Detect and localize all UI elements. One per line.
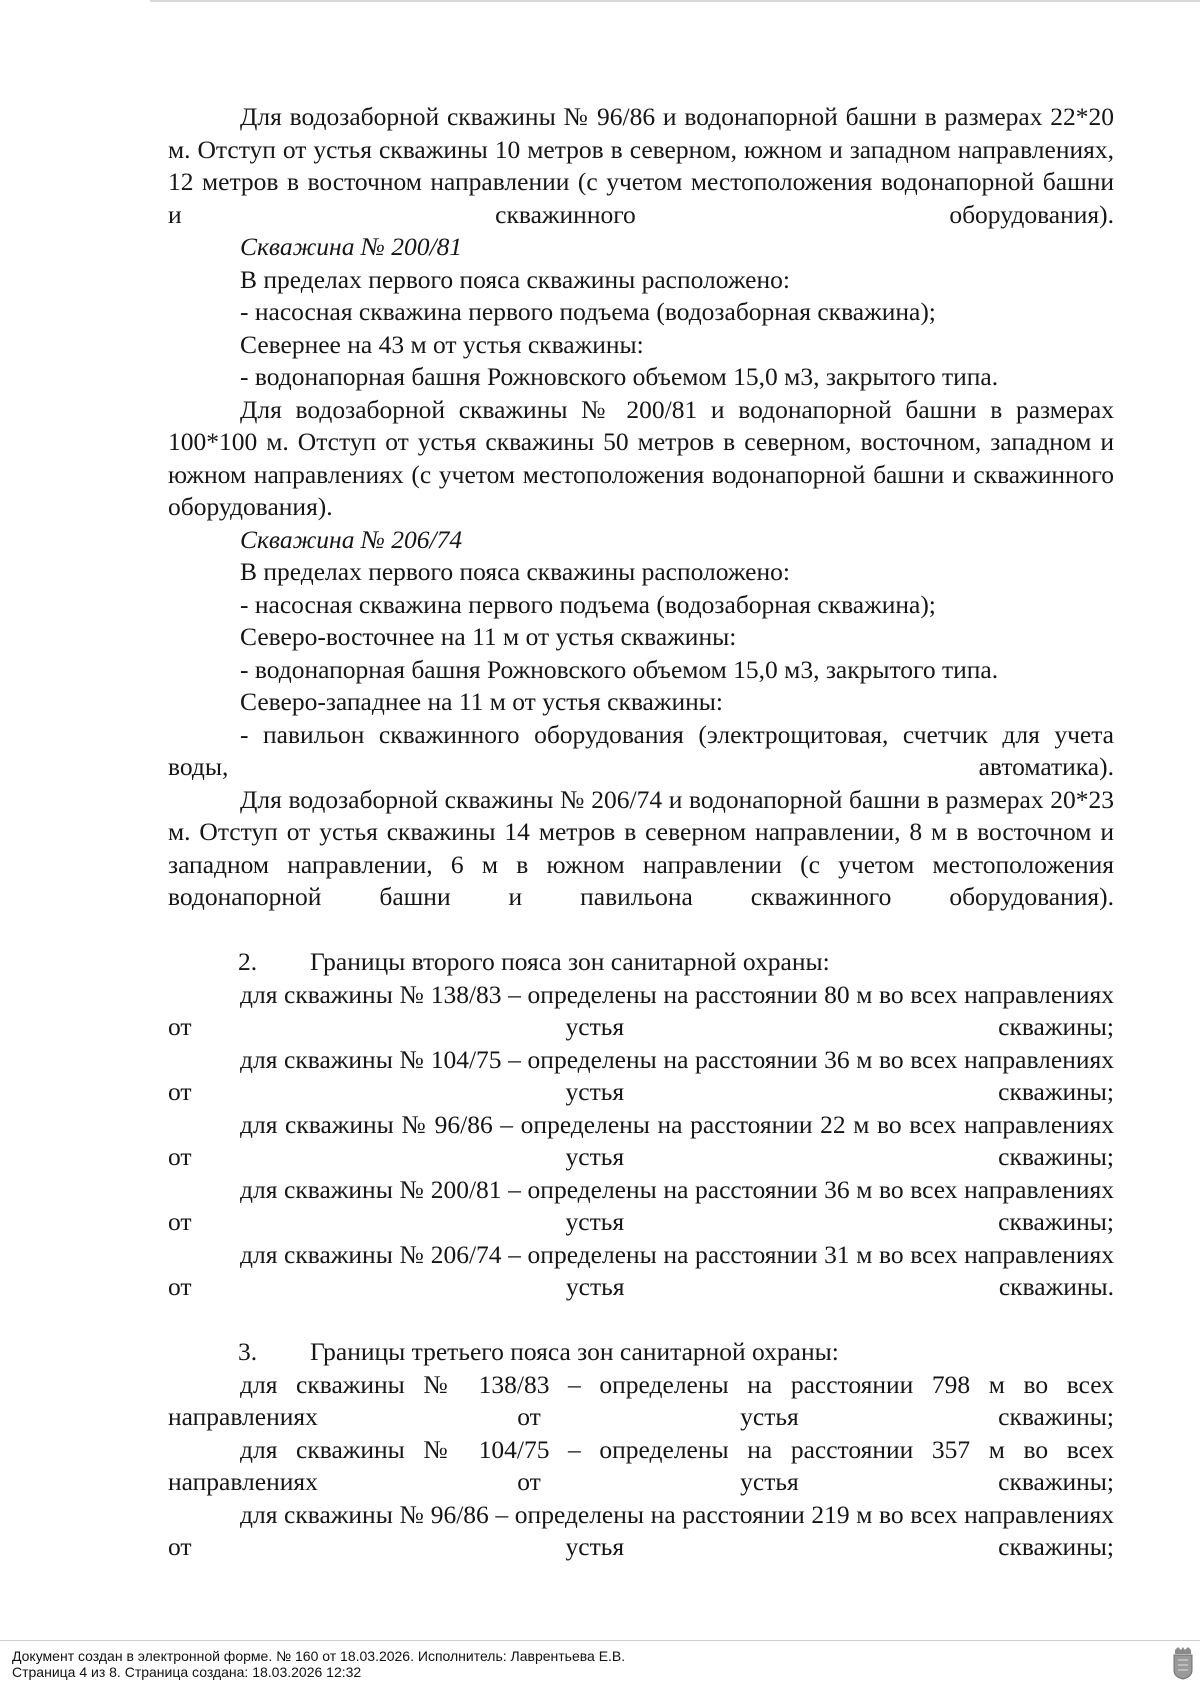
coat-of-arms-icon	[1172, 1646, 1194, 1680]
section-2-heading	[168, 946, 1114, 979]
footer-line-1: Документ создан в электронной форме. № 160 от 18.03.2026. Исполнитель: Лаврентьева Е.В.	[12, 1648, 626, 1664]
section-3-item: для скважины № 96/86 – определены на расстоянии 219 м во всех направлениях от устья скважины;	[168, 1499, 1114, 1561]
footer-divider	[0, 1640, 1200, 1641]
footer-line-2: Страница 4 из 8. Страница создана: 18.03.2026 12:32	[12, 1664, 362, 1680]
section-3-number: 3.	[238, 1337, 258, 1366]
well-206-74-line-5: Северо-западнее на 11 м от устья скважины:	[240, 687, 724, 716]
paragraph-well-206-74: Для водозаборной скважины № 206/74 и водонапорной башни в размерах 20*23 м. Отступ от устья скважины 14 метров в северном направлении, 8 м в восточном и западном направлении, 6 м в южном направлении (с учетом местоположения водонапорной башни и павильона скважинного оборудования).	[168, 784, 1114, 911]
section-3-heading	[168, 1336, 1114, 1369]
well-200-81-line-4: - водонапорная башня Рожновского объемом 15,0 м3, закрытого типа.	[240, 362, 999, 391]
well-206-74-line-3: Северо-восточнее на 11 м от устья скважины:	[240, 622, 737, 651]
section-2-item: для скважины № 200/81 – определены на расстоянии 36 м во всех направлениях от устья скважины;	[168, 1174, 1114, 1236]
section-2-number: 2.	[238, 947, 258, 976]
section-2-item: для скважины № 104/75 – определены на расстоянии 36 м во всех направлениях от устья скважины;	[168, 1044, 1114, 1106]
section-2-title: Границы второго пояса зон санитарной охраны:	[310, 947, 830, 976]
well-206-74-line-2: - насосная скважина первого подъема (водозаборная скважина);	[240, 589, 936, 619]
paragraph-well-96-86: Для водозаборной скважины № 96/86 и водонапорной башни в размерах 22*20 м. Отступ от устья скважины 10 метров в северном, южном и западном направлениях, 12 метров в восточном направлении (с учетом местоположения водонапорной башни и скважинного оборудования).	[168, 102, 1114, 229]
well-206-74-line-6: - павильон скважинного оборудования (электрощитовая, счетчик для учета воды, автоматика).	[168, 719, 1114, 781]
scan-edge-line	[150, 0, 1200, 2]
well-200-81-line-3: Севернее на 43 м от устья скважины:	[240, 329, 644, 359]
document-footer	[12, 1648, 625, 1680]
section-3-item: для скважины № 104/75 – определены на расстоянии 357 м во всех направлениях от устья скважины;	[168, 1434, 1114, 1496]
section-2-item: для скважины № 206/74 – определены на расстоянии 31 м во всех направлениях от устья скважины.	[168, 1239, 1114, 1301]
well-206-74-line-4: - водонапорная башня Рожновского объемом 15,0 м3, закрытого типа.	[240, 654, 999, 684]
section-3-item: для скважины № 138/83 – определены на расстоянии 798 м во всех направлениях от устья скважины;	[168, 1369, 1114, 1431]
document-body	[168, 101, 1114, 1564]
spacer	[168, 914, 1114, 947]
spacer	[168, 1304, 1114, 1337]
paragraph-well-200-81: Для водозаборной скважины № 200/81 и водонапорной башни в размерах 100*100 м. Отступ от устья скважины 50 метров в северном, восточном, западном и южном направлениях (с учетом местоположения водонапорной башни и скважинного оборудования).	[168, 394, 1114, 521]
section-2-item: для скважины № 138/83 – определены на расстоянии 80 м во всех направлениях от устья скважины;	[168, 979, 1114, 1041]
well-200-81-line-2: - насосная скважина первого подъема (водозаборная скважина);	[240, 297, 936, 326]
section-3-title: Границы третьего пояса зон санитарной охраны:	[310, 1337, 839, 1366]
well-206-74-heading: Скважина № 206/74	[240, 524, 463, 554]
well-200-81-heading: Скважина № 200/81	[240, 232, 463, 261]
section-2-item: для скважины № 96/86 – определены на расстоянии 22 м во всех направлениях от устья скважины;	[168, 1109, 1114, 1171]
well-206-74-line-1: В пределах первого пояса скважины расположено:	[240, 557, 790, 586]
well-200-81-line-1: В пределах первого пояса скважины расположено:	[240, 264, 790, 294]
